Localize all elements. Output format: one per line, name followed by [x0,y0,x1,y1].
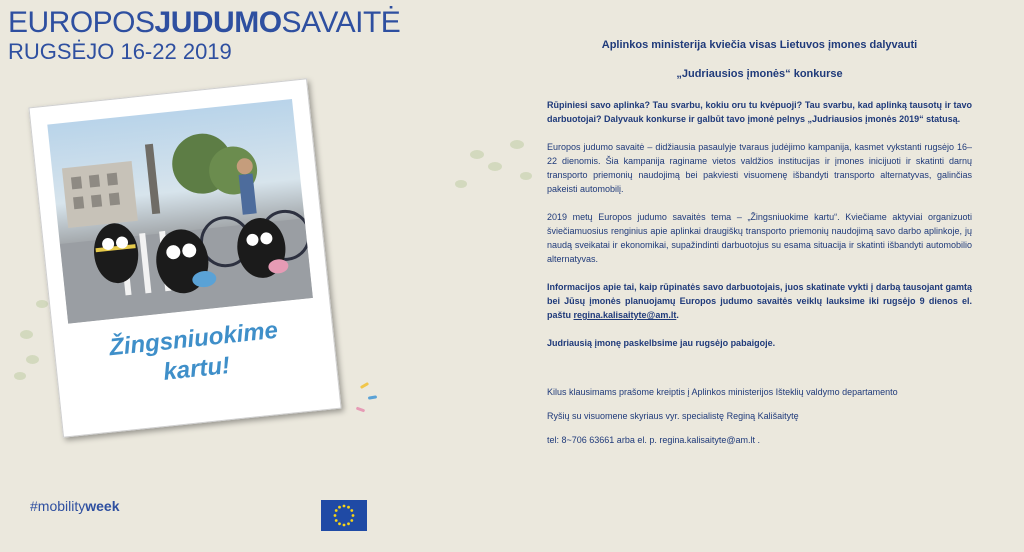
eu-stars-icon [321,500,367,531]
submission-end: . [676,310,679,320]
caption-line2: kartu! [162,351,232,386]
contact-line-1: Kilus klausimams prašome kreiptis į Aplinkos ministerijos Išteklių valdymo departamento [547,387,898,397]
poster-caption [54,310,337,399]
contact-line-3: tel: 8~706 63661 arba el. p. regina.kalisaityte@am.lt . [547,435,761,445]
hashtag-prefix: #mobility [30,498,86,514]
campaign-paragraph: Europos judumo savaitė – didžiausia pasaulyje tvaraus judėjimo kampanija, kasmet vykstanti rugsėjo 16–22 dienomis. Šia kampanija raginame vietos valdžios institucijas ir įmones inicijuoti ir skatinti darnų transporto priemonių naudojimą bei pakviesti visuomenę išbandyti transporto alternatyvas, galinčias pakeisti automobilį. [547,142,972,194]
submission-text: Informacijos apie tai, kaip rūpinatės savo darbuotojais, juos skatinate vykti į darbą tausojant gamtą bei Jūsų įmonės planuojamų Europos judumo savaitės veiklų lauksime iki rugsėjo 9 dienos el. paštu [547,282,972,320]
intro-paragraph: Rūpiniesi savo aplinka? Tau svarbu, kokiu oru tu kvėpuoji? Tau svarbu, kad aplinką tausotų ir tavo darbuotojai? Dalyvauk konkurse ir galbūt tavo įmonė pelnys „Judriausios įmonės 2019“ statusą. [547,100,972,124]
submission-paragraph [547,280,972,322]
campaign-logo [8,6,400,40]
contest-title: „Judriausios įmonės“ konkurse [676,68,843,80]
mobilityweek-hashtag [30,498,120,514]
caption-line1: Žingsniuokime [107,316,280,362]
campaign-dates: RUGSĖJO 16-22 2019 [8,39,232,64]
announcement-paragraph: Judriausią įmonę paskelbsime jau rugsėjo pabaigoje. [547,338,776,348]
contact-line-2: Ryšių su visuomene skyriaus vyr. specialistę Reginą Kališaitytę [547,411,799,421]
logo-word-europos: EUROPOS [8,6,155,39]
logo-word-savaite: SAVAITĖ [281,6,401,39]
poster-polaroid [28,78,341,437]
street-scene-illustration [47,99,313,324]
submission-email-link[interactable]: regina.kalisaityte@am.lt [573,310,677,320]
invitation-headline: Aplinkos ministerija kviečia visas Lietuvos įmones dalyvauti [601,39,918,51]
theme-paragraph: 2019 metų Europos judumo savaitės tema – „Žingsniuokime kartu“. Kviečiame aktyviai organizuoti šviečiamuosius renginius apie aplinkai draugiškų transporto priemonių naudojimą savo darbo aplinkoje, jų naudą sveikatai ir ekonomikai, supažindinti darbuotojus su esama situacija ir skatinti išbandyti automobilio alternatyvas. [547,212,972,264]
eu-flag-icon [321,500,367,531]
hashtag-suffix: week [85,498,120,514]
logo-word-judumo: JUDUMO [154,6,282,39]
street-photo [47,99,313,324]
invitation-text [547,38,972,447]
